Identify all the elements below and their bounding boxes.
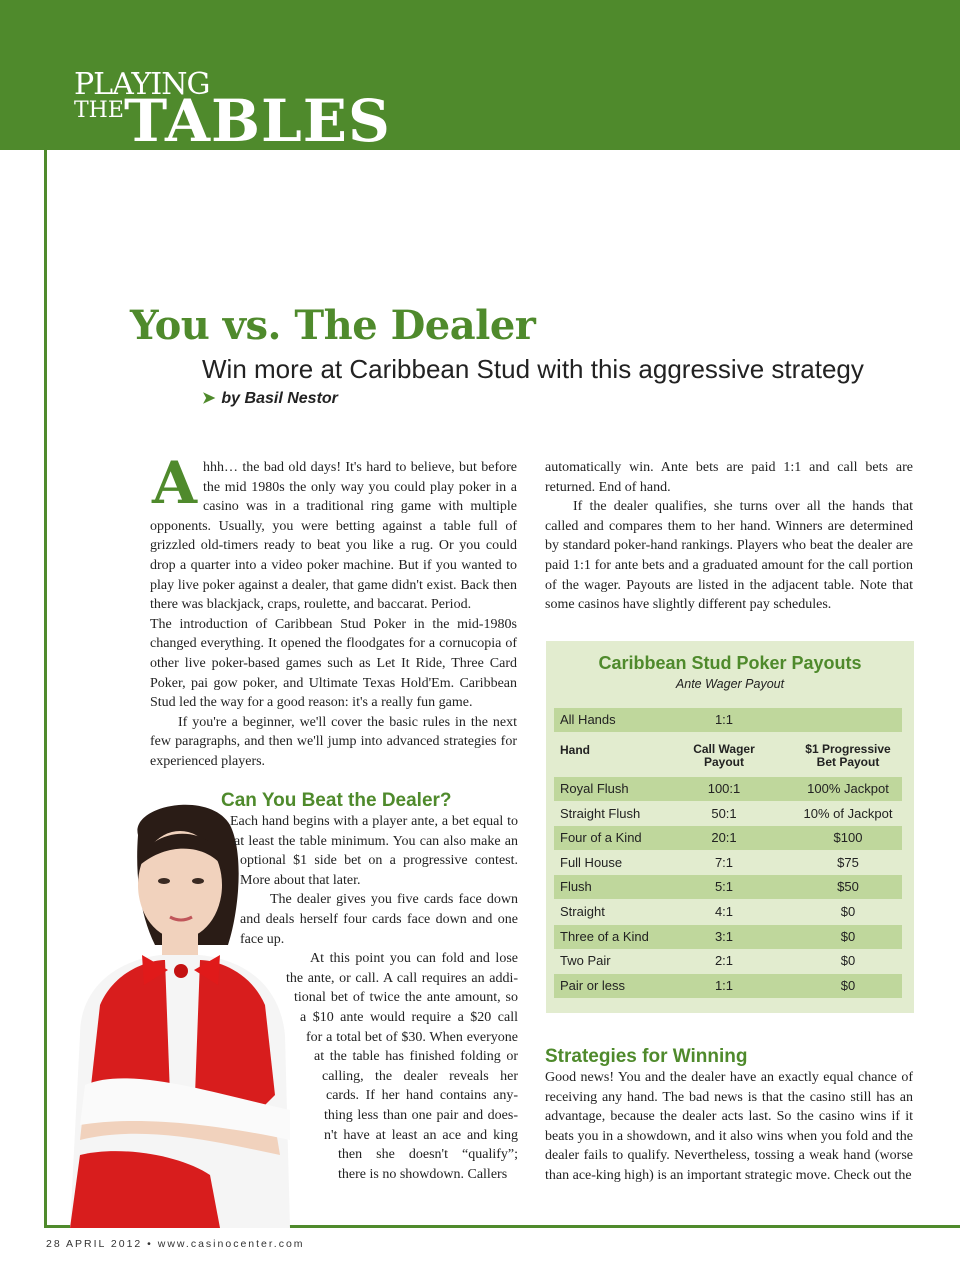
payout-hand-cell: Full House <box>560 854 623 870</box>
intro-paragraph-2: The introduction of Caribbean Stud Poker in the mid-1980s changed everything. It opened the floodgates for a cornucopia of other live poker-based games such as Let It Ride, Three Card Poker, pai gow poker, and Ultimate Texas Hold'Em. Caribbean Stud led the way for a good reason: it's a really fun game. <box>150 616 517 711</box>
right-paragraph-1: automatically win. Ante bets are paid 1:1 and call bets are returned. End of hand. <box>545 460 913 495</box>
section-kicker-tables: TABLES <box>124 87 391 155</box>
payout-progressive-cell: 100% Jackpot <box>807 781 889 796</box>
table-header-row <box>554 739 902 777</box>
header-progressive-line2: Bet Payout <box>816 755 880 769</box>
header-progressive <box>790 743 906 769</box>
payout-progressive-cell: 10% of Jackpot <box>803 805 893 821</box>
payout-call-cell: 2:1 <box>714 953 734 969</box>
header-call-line1: Call Wager <box>693 742 755 756</box>
intro-paragraph-1-text: hhh… the bad old days! It's hard to believe, but before the mid 1980s the only way you could play poker in a casino was in a traditional ring game with multiple opponents. Usually, you were betting against a table full of grizzled old-timers ready to beat you like a rug. Or you could drop a quarter into a video poker machine. But if you wanted to play live poker against a dealer, that game didn't exist. Back then there was blackjack, craps, roulette, and baccarat. Period. <box>150 460 517 613</box>
payout-table <box>546 641 914 1013</box>
payout-row <box>554 900 902 924</box>
payout-row <box>554 802 902 826</box>
payout-progressive-cell: $100 <box>833 830 863 846</box>
payout-hand-cell: Pair or less <box>560 977 626 993</box>
payout-call-cell: 7:1 <box>714 854 734 870</box>
article-title: You vs. The Dealer <box>130 302 536 349</box>
payout-hand-cell: Royal Flush <box>560 781 629 796</box>
header-progressive-line1: $1 Progressive <box>805 742 891 756</box>
beat-dealer-line: At this point you can fold and lose <box>310 951 518 967</box>
payout-call-cell: 1:1 <box>714 977 734 993</box>
intro-paragraph-3: If you're a beginner, we'll cover the basic rules in the next few paragraphs, and then we'll jump into advanced strategies for experienced players. <box>150 714 517 769</box>
right-paragraph-2: If the dealer qualifies, she turns over all the hands that called and compares them to her hand. Winners are determined by standard poker-hand rankings. Players who beat the dealer are paid 1:1 for ante bets and a graduated amount for the call portion of the wager. Payouts are listed in the adjacent table. Note that some casinos have slightly different pay schedules. <box>545 499 913 613</box>
payout-call-cell: 3:1 <box>714 928 734 944</box>
drop-cap: A <box>152 449 198 517</box>
article-subtitle: Win more at Caribbean Stud with this aggressive strategy <box>202 354 864 384</box>
strategies-paragraph-1: Good news! You and the dealer have an exactly equal chance of receiving any hand. The bad news is that the casino still has an advantage, because the dealer acts last. So the casino wins if it beats you in a showdown, and it also wins when you fold and the dealer fails to qualify. Nevertheless, tossing a weak hand (worse than ace-king high) is an important strategic move. Check out the <box>545 1070 913 1183</box>
header-hand: Hand <box>560 743 590 757</box>
byline-text: by Basil Nestor <box>221 390 338 407</box>
beat-dealer-line: for a total bet of $30. When everyone <box>306 1029 518 1045</box>
beat-dealer-line: there is no showdown. Callers <box>338 1166 508 1182</box>
beat-dealer-text <box>220 812 518 1184</box>
beat-dealer-line: cards. If her hand contains any- <box>326 1088 518 1104</box>
payout-row <box>554 826 902 850</box>
beat-dealer-line: n't have at least an ace and king <box>324 1127 518 1143</box>
payout-hand-cell: Three of a Kind <box>560 928 649 944</box>
payout-row <box>554 974 902 998</box>
payout-progressive-cell: $0 <box>840 904 856 919</box>
beat-dealer-line: at the table has finished folding or <box>314 1049 518 1065</box>
payout-progressive-cell: $75 <box>837 854 859 870</box>
payout-hand-cell: Straight Flush <box>560 805 641 821</box>
payout-row <box>554 851 902 875</box>
payout-progressive-cell: $50 <box>837 879 859 895</box>
header-call-line2: Payout <box>703 755 744 769</box>
beat-dealer-line: tional bet of twice the ante amount, so <box>294 990 518 1006</box>
beat-dealer-line: Each hand begins with a player ante, a bet equal to <box>230 814 518 829</box>
right-column <box>545 458 913 615</box>
left-column <box>150 449 517 772</box>
payout-hand-cell: Four of a Kind <box>560 830 642 846</box>
beat-dealer-line: face up. <box>240 931 285 947</box>
beat-dealer-line: More about that later. <box>240 872 361 888</box>
beat-dealer-line: calling, the dealer reveals her <box>322 1068 518 1084</box>
all-hands-label: All Hands <box>560 712 616 727</box>
all-hands-row <box>554 708 902 732</box>
section-kicker-playing: PLAYING <box>74 67 210 102</box>
beat-dealer-line: then she doesn't “qualify”; <box>338 1147 518 1163</box>
payout-table-title: Caribbean Stud Poker Payouts <box>598 653 862 673</box>
arrow-icon: ➤ <box>202 390 216 407</box>
payout-call-cell: 4:1 <box>714 904 734 919</box>
payout-progressive-cell: $0 <box>840 953 856 969</box>
payout-call-cell: 5:1 <box>714 879 734 895</box>
beat-dealer-line: the ante, or call. A call requires an addi- <box>286 970 518 986</box>
payout-call-cell: 100:1 <box>707 781 741 796</box>
strategies-column <box>545 1068 913 1186</box>
payout-progressive-cell: $0 <box>840 928 856 944</box>
beat-dealer-line: thing less than one pair and does- <box>324 1107 518 1123</box>
payout-row <box>554 777 902 801</box>
byline <box>202 388 338 408</box>
payout-row <box>554 925 902 949</box>
all-hands-value: 1:1 <box>714 712 734 727</box>
payout-hand-cell: Straight <box>560 904 605 919</box>
beat-dealer-line: a $10 ante would require a $20 call <box>300 1009 518 1025</box>
strategies-heading: Strategies for Winning <box>545 1046 748 1067</box>
payout-hand-cell: Flush <box>560 879 592 895</box>
intro-paragraph-1 <box>150 449 517 615</box>
beat-dealer-line: optional $1 side bet on a progressive contest. <box>240 853 518 869</box>
payout-call-cell: 50:1 <box>711 805 737 821</box>
beat-dealer-heading: Can You Beat the Dealer? <box>221 790 452 811</box>
payout-progressive-cell: $0 <box>840 977 856 993</box>
payout-row <box>554 949 902 973</box>
payout-table-subtitle: Ante Wager Payout <box>675 677 785 691</box>
payout-hand-cell: Two Pair <box>560 953 611 969</box>
payout-row <box>554 875 902 899</box>
header-call <box>684 743 764 769</box>
page-footer: 28 APRIL 2012 • www.casinocenter.com <box>46 1238 305 1250</box>
beat-dealer-line: at least the table minimum. You can also make an <box>234 833 518 849</box>
section-kicker-the: THE <box>74 98 124 123</box>
beat-dealer-line: and deals herself four cards face down and one <box>240 911 518 927</box>
payout-call-cell: 20:1 <box>711 830 737 846</box>
beat-dealer-line: The dealer gives you five cards face down <box>270 892 518 908</box>
